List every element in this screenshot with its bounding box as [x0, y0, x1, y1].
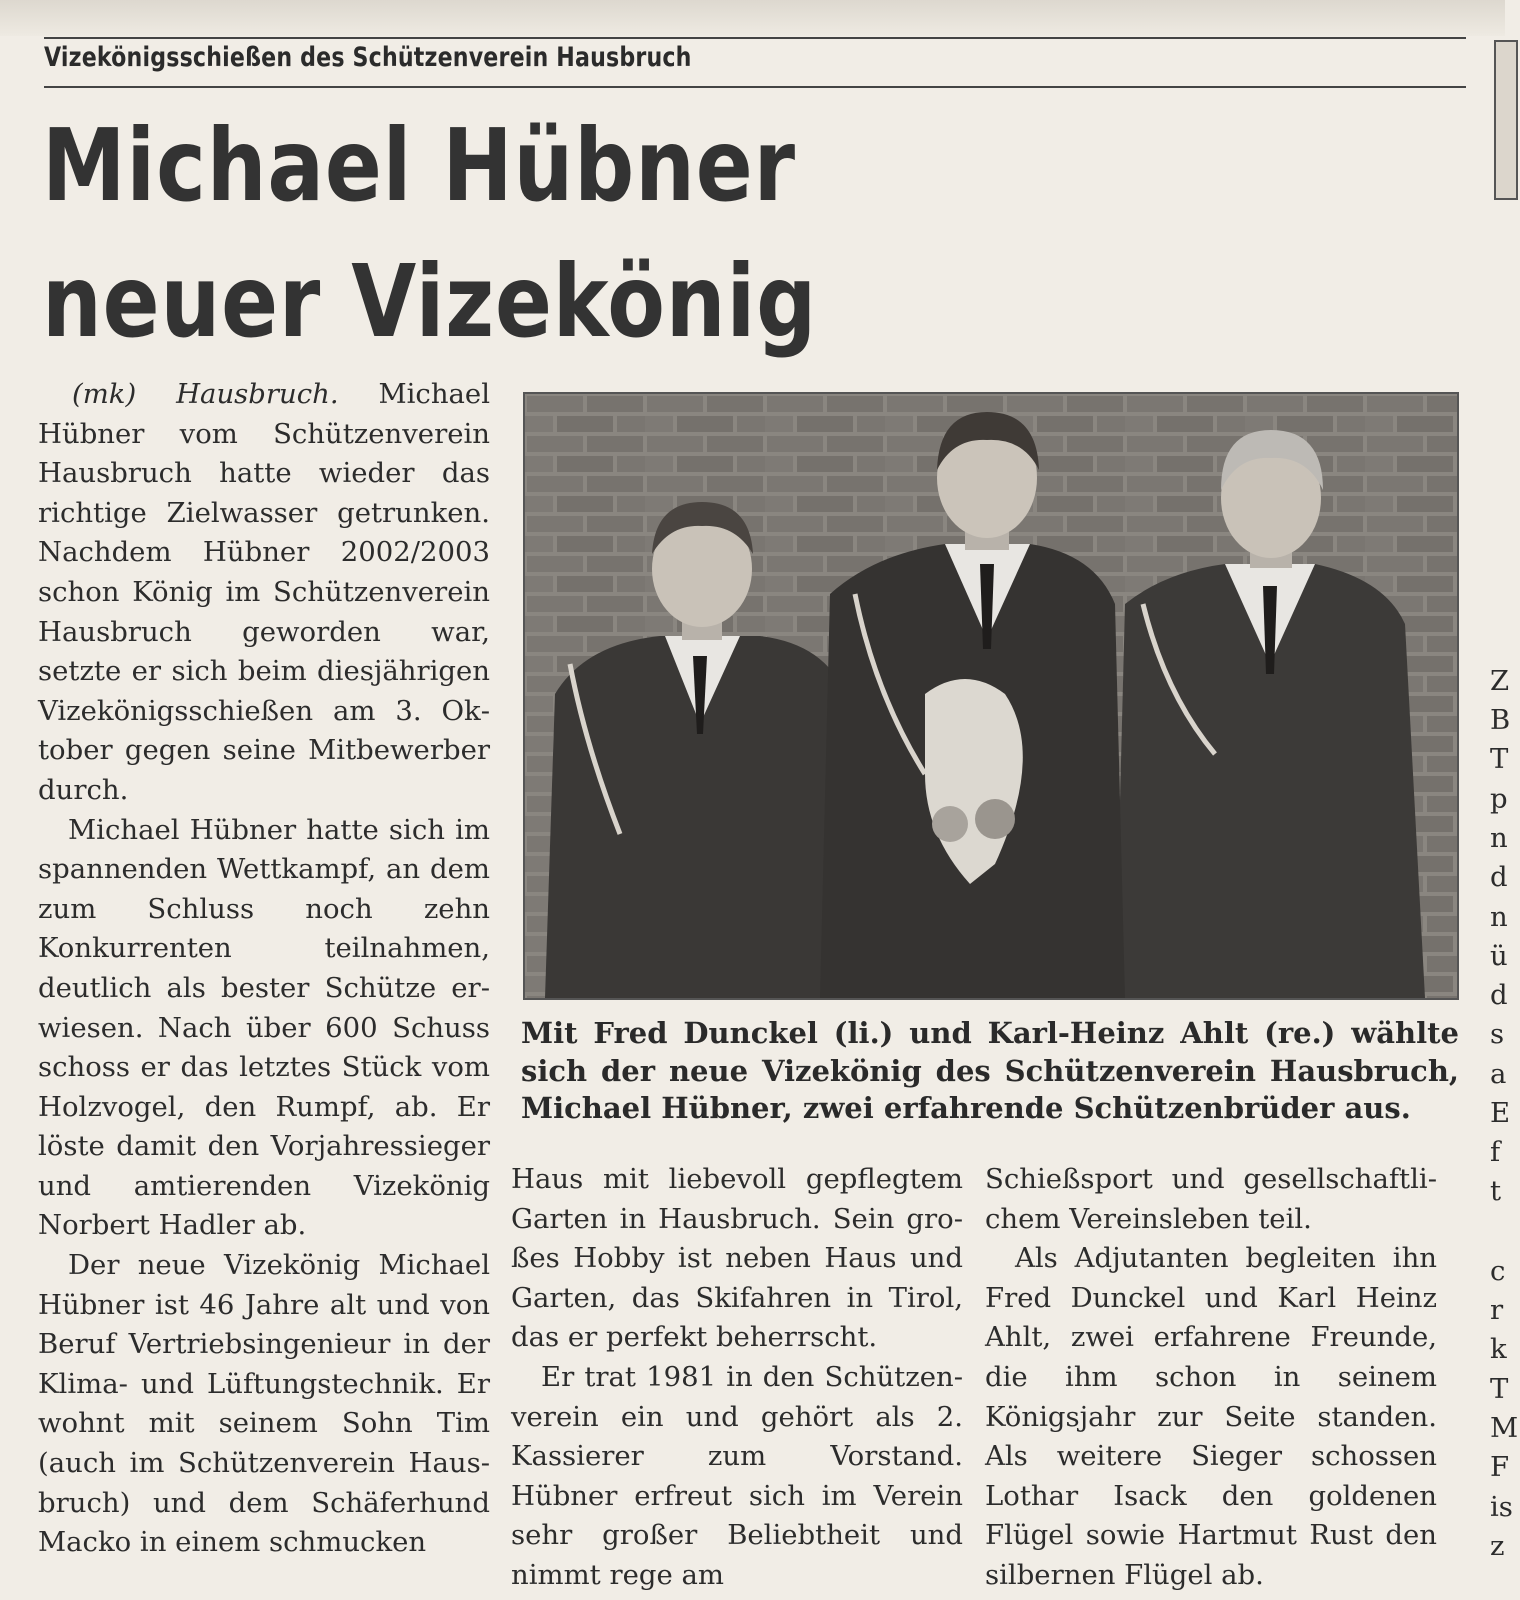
neighbor-letter: is: [1490, 1491, 1513, 1523]
neighbor-letter: ü: [1490, 940, 1508, 972]
paragraph-5: Er trat 1981 in den Schützenverein ein und gehört als 2. Kassierer zum Vorstand. Hübner erfreut sich im Verein sehr großer Beliebtheit und nimmt rege am: [511, 1360, 963, 1591]
article-headline: [42, 98, 965, 370]
neighbor-letter: f: [1490, 1136, 1501, 1168]
neighbor-letter: s: [1490, 1018, 1505, 1050]
paragraph-1: [38, 375, 490, 811]
neighboring-column: [1478, 0, 1519, 1600]
neighbor-letter: d: [1490, 861, 1508, 893]
paragraph-7: Als Adjutanten begleiten ihn Fred Dunckel und Karl Heinz Ahlt, zwei erfahrene Freunde, die ihm schon in seinem Königsjahr zur Seite standen. Als weitere Sieger schossen Lothar Isack den goldenen Flügel sowie Hartmut Rust den silbernen Flügel ab.: [985, 1242, 1437, 1591]
neighbor-letter: n: [1490, 822, 1508, 854]
neighbor-letter: k: [1490, 1333, 1507, 1365]
neighbor-letter: Z: [1490, 665, 1510, 697]
paragraph-1-text: Michael Hübner vom Schützenverein Hausbruch hatte wieder das richtige Zielwasser getrunken. Nachdem Hübner 2002/2003 schon König im Schützenverein Hausbruch geworden war, setzte er sich beim diesjährigen Vizekönigsschießen am 3. Oktober gegen seine Mitbewerber durch.: [38, 378, 490, 806]
paragraph-3: Der neue Vizekönig Michael Hübner ist 46 Jahre alt und von Beruf Vertriebsingenieur in der Klima- und Lüftungstechnik. Er wohnt mit seinem Sohn Tim (auch im Schützenverein Hausbruch) und dem Schäferhund Macko in einem schmucken: [38, 1249, 490, 1559]
paragraph-6: Schießsport und gesellschaftlichem Vereinsleben teil.: [985, 1163, 1437, 1235]
neighbor-letter: z: [1490, 1530, 1505, 1562]
text-column-2: [511, 1160, 963, 1596]
previous-article-bleed: [0, 0, 1505, 36]
neighbor-letter: n: [1490, 901, 1508, 933]
photo-caption: Mit Fred Dunckel (li.) und Karl-Heinz Ahlt (re.) wählte sich der neue Vizekönig des Schützenverein Hausbruch, Michael Hübner, zwei erfahrende Schützenbrüder aus.: [521, 1016, 1459, 1125]
neighbor-letter: M: [1490, 1412, 1519, 1444]
headline-line-2: neuer Vizekönig: [42, 243, 818, 360]
neighbor-letter: E: [1490, 1097, 1511, 1129]
text-column-3: [985, 1160, 1437, 1596]
text-column-1: [38, 375, 490, 1563]
neighbor-letter: a: [1490, 1058, 1507, 1090]
kicker-rule: [44, 86, 1466, 88]
neighbor-letter: B: [1490, 704, 1511, 736]
neighbor-letter: r: [1490, 1294, 1504, 1326]
neighbor-letter: T: [1490, 743, 1509, 775]
neighbor-letter: c: [1490, 1255, 1506, 1287]
photo-illustration: [525, 394, 1457, 998]
neighbor-letter: d: [1490, 979, 1508, 1011]
headline-line-1: Michael Hübner: [42, 107, 796, 224]
byline: (mk) Hausbruch.: [72, 378, 339, 410]
article-kicker: Vizekönigsschießen des Schützenverein Hausbruch: [44, 42, 692, 73]
paragraph-4: Haus mit liebevoll gepflegtem Garten in Hausbruch. Sein großes Hobby ist neben Haus und Garten, das Skifahren in Tirol, das er perfekt beherrscht.: [511, 1163, 963, 1354]
article-photo: [523, 392, 1459, 1000]
neighbor-box: [1494, 40, 1518, 200]
neighbor-letter: p: [1490, 783, 1508, 815]
neighbor-letter: T: [1490, 1373, 1509, 1405]
neighbor-letter: t: [1490, 1175, 1502, 1207]
paragraph-2: Michael Hübner hatte sich im spannenden Wettkampf, an dem zum Schluss noch zehn Konkurrenten teilnahmen, deutlich als bester Schütze erwiesen. Nach über 600 Schuss schoss er das letztes Stück vom Holzvogel, den Rumpf, ab. Er löste damit den Vorjahressieger und amtierenden Vizekönig Norbert Hadler ab.: [38, 813, 490, 1242]
neighbor-letter: F: [1490, 1451, 1510, 1483]
top-rule: [44, 37, 1466, 39]
